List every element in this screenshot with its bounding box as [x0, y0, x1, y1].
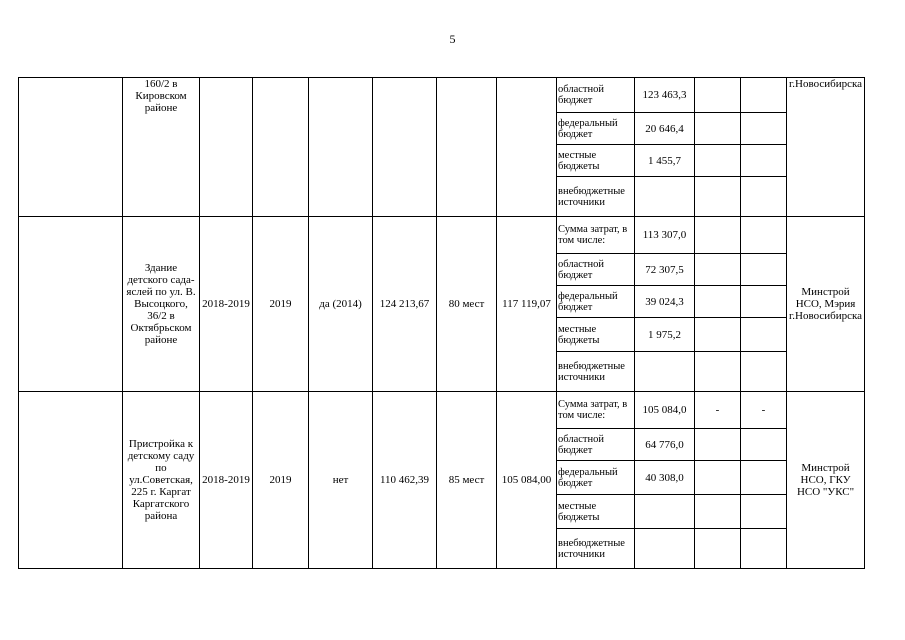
amount-cell — [635, 495, 695, 529]
year-after-cell — [741, 529, 787, 569]
year-after-cell — [741, 113, 787, 145]
funding-source-cell: внебюджетные источники — [557, 529, 635, 569]
period-cell: 2018-2019 — [200, 217, 253, 392]
design-doc-cell: нет — [309, 392, 373, 569]
next-year-cell — [695, 286, 741, 318]
amount-cell — [635, 529, 695, 569]
year-cell: 2019 — [253, 217, 309, 392]
responsible-cell: Минстрой НСО, ГКУ НСО "УКС" — [787, 392, 865, 569]
capacity-cell: 85 мест — [437, 392, 497, 569]
blank-column-cell — [19, 217, 123, 392]
next-year-cell — [695, 177, 741, 217]
responsible-cell: г.Новосибирска — [787, 78, 865, 217]
amount-cell: 40 308,0 — [635, 461, 695, 495]
next-year-cell — [695, 429, 741, 461]
year-after-cell — [741, 286, 787, 318]
next-year-cell — [695, 78, 741, 113]
funding-source-cell: внебюджетные источники — [557, 177, 635, 217]
amount-cell: 1 455,7 — [635, 145, 695, 177]
year-after-cell — [741, 78, 787, 113]
next-year-cell — [695, 461, 741, 495]
year-cell — [253, 78, 309, 217]
year-after-cell — [741, 461, 787, 495]
amount-cell: 20 646,4 — [635, 113, 695, 145]
object-name-cell: 160/2 в Кировском районе — [123, 78, 200, 217]
funding-source-cell: областной бюджет — [557, 429, 635, 461]
table-row — [19, 78, 865, 113]
amount-cell: 105 084,0 — [635, 392, 695, 429]
amount-cell: 64 776,0 — [635, 429, 695, 461]
cost-cell: 124 213,67 — [373, 217, 437, 392]
year-cell: 2019 — [253, 392, 309, 569]
year-after-cell — [741, 318, 787, 352]
amount-cell — [635, 177, 695, 217]
funding-source-cell: федеральный бюджет — [557, 461, 635, 495]
year-after-cell — [741, 254, 787, 286]
object-name-cell: Пристройка к детскому саду по ул.Советская, 225 г. Каргат Каргатского района — [123, 392, 200, 569]
next-year-cell — [695, 145, 741, 177]
funding-source-cell: федеральный бюджет — [557, 286, 635, 318]
amount-cell: 72 307,5 — [635, 254, 695, 286]
next-year-cell: - — [695, 392, 741, 429]
blank-column-cell — [19, 78, 123, 217]
capacity-cell — [437, 78, 497, 217]
funding-source-cell: Сумма затрат, в том числе: — [557, 392, 635, 429]
year-after-cell — [741, 429, 787, 461]
year-after-cell — [741, 495, 787, 529]
amount-cell — [635, 352, 695, 392]
period-cell — [200, 78, 253, 217]
funding-source-cell: федеральный бюджет — [557, 113, 635, 145]
year-after-cell: - — [741, 392, 787, 429]
funding-source-cell: областной бюджет — [557, 254, 635, 286]
year-after-cell — [741, 145, 787, 177]
limit-cell: 105 084,00 — [497, 392, 557, 569]
year-after-cell — [741, 352, 787, 392]
funding-source-cell: внебюджетные источники — [557, 352, 635, 392]
year-after-cell — [741, 177, 787, 217]
next-year-cell — [695, 113, 741, 145]
responsible-cell: Минстрой НСО, Мэрия г.Новосибирска — [787, 217, 865, 392]
next-year-cell — [695, 254, 741, 286]
design-doc-cell: да (2014) — [309, 217, 373, 392]
next-year-cell — [695, 529, 741, 569]
amount-cell: 1 975,2 — [635, 318, 695, 352]
next-year-cell — [695, 495, 741, 529]
period-cell: 2018-2019 — [200, 392, 253, 569]
funding-table — [18, 77, 865, 569]
funding-source-cell: Сумма затрат, в том числе: — [557, 217, 635, 254]
blank-column-cell — [19, 392, 123, 569]
cost-cell — [373, 78, 437, 217]
table-row — [19, 392, 865, 429]
page-number: 5 — [449, 32, 456, 46]
funding-source-cell: областной бюджет — [557, 78, 635, 113]
design-doc-cell — [309, 78, 373, 217]
next-year-cell — [695, 352, 741, 392]
table-row — [19, 217, 865, 254]
amount-cell: 123 463,3 — [635, 78, 695, 113]
cost-cell: 110 462,39 — [373, 392, 437, 569]
limit-cell: 117 119,07 — [497, 217, 557, 392]
amount-cell: 113 307,0 — [635, 217, 695, 254]
limit-cell — [497, 78, 557, 217]
funding-source-cell: местные бюджеты — [557, 495, 635, 529]
funding-source-cell: местные бюджеты — [557, 318, 635, 352]
object-name-cell: Здание детского сада-яслей по ул. В. Высоцкого, 36/2 в Октябрьском районе — [123, 217, 200, 392]
next-year-cell — [695, 318, 741, 352]
capacity-cell: 80 мест — [437, 217, 497, 392]
amount-cell: 39 024,3 — [635, 286, 695, 318]
next-year-cell — [695, 217, 741, 254]
year-after-cell — [741, 217, 787, 254]
funding-source-cell: местные бюджеты — [557, 145, 635, 177]
